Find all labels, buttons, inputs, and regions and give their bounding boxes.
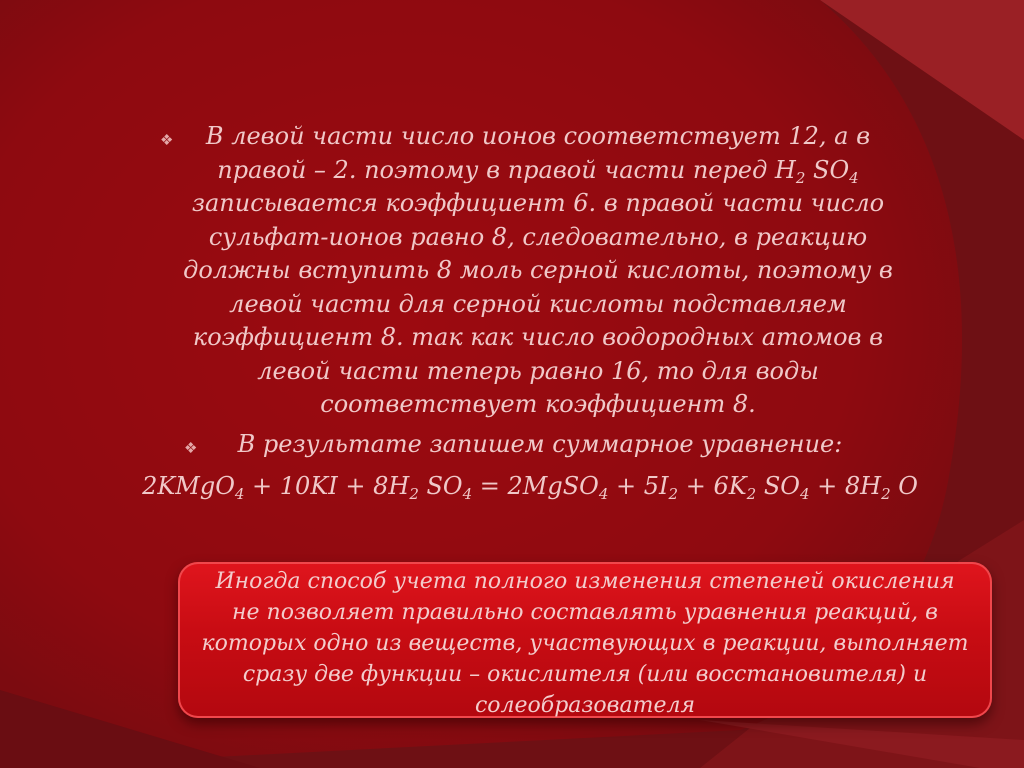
diamond-bullet-icon: ❖ xyxy=(160,131,174,149)
bullet-text-1-part: SO xyxy=(805,155,850,184)
bullet-text-1-rest: записывается коэффициент 6. в правой части число сульфат-ионов равно 8, следовательно, в реакцию должны вступить 8 моль серной кислоты, поэтому в левой части для серной кислоты подставляем коэффициент 8. так как число водородных атомов в левой части теперь равно 16, то для воды соответствует коэффициент 8. xyxy=(183,189,893,418)
subscript: 4 xyxy=(462,485,473,503)
callout-box xyxy=(178,562,992,718)
subscript: 2 xyxy=(746,485,757,503)
subscript: 4 xyxy=(598,485,609,503)
subscript: 4 xyxy=(234,485,245,503)
eq-part: + 10KI + 8H xyxy=(244,472,410,500)
subscript: 4 xyxy=(849,168,859,187)
diamond-bullet-icon: ❖ xyxy=(184,438,198,457)
bullet-text-1: В левой части число ионов соответствует 12, а в правой – 2. поэтому в правой части перед H xyxy=(205,122,871,184)
eq-part: O xyxy=(890,472,918,500)
eq-part: SO xyxy=(418,472,463,500)
bullet-text-2: В результате запишем суммарное уравнение: xyxy=(237,429,843,458)
subscript: 2 xyxy=(881,485,891,503)
eq-part: SO xyxy=(756,472,800,500)
bullet-item-2 xyxy=(120,428,940,462)
summary-equation xyxy=(120,469,940,503)
subscript: 2 xyxy=(795,168,806,187)
subscript: 4 xyxy=(799,485,810,503)
bullet-item-1 xyxy=(120,120,940,422)
slide-body xyxy=(120,120,940,503)
eq-part: + 6K xyxy=(678,472,747,500)
subscript: 2 xyxy=(409,485,419,503)
eq-part: 2KMgO xyxy=(142,472,235,500)
subscript: 2 xyxy=(668,485,679,503)
eq-part: = 2MgSO xyxy=(472,472,599,500)
eq-part: + 5I xyxy=(608,472,669,500)
callout-text: Иногда способ учета полного изменения степеней окисления не позволяет правильно составлять уравнения реакций, в которых одно из веществ, участвующих в реакции, выполняет сразу две функции – окислителя (или восстановителя) и солеобразователя xyxy=(201,569,969,718)
eq-part: + 8H xyxy=(809,472,882,500)
